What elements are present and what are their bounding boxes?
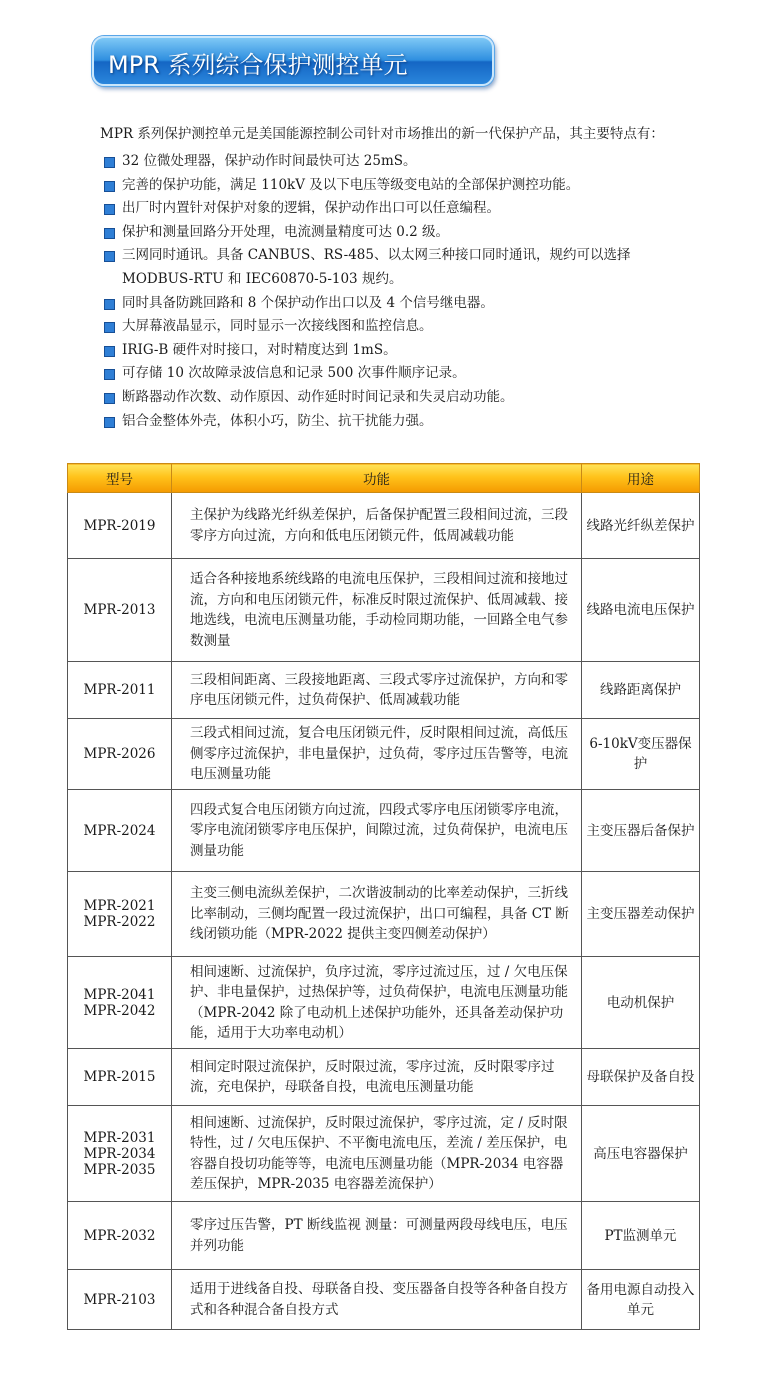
table-row	[68, 790, 700, 872]
page-title: MPR 系列综合保护测控单元	[108, 51, 408, 79]
usage-cell: 电动机保护	[582, 957, 700, 1049]
function-cell: 零序过压告警，PT 断线监视 测量：可测量两段母线电压，电压并列功能	[172, 1202, 582, 1270]
square-bullet-icon	[104, 299, 115, 310]
model-cell: MPR-2026	[68, 719, 172, 790]
square-bullet-icon	[104, 157, 115, 168]
usage-cell: 线路距离保护	[582, 662, 700, 719]
header-usage: 用途	[582, 464, 700, 493]
usage-cell: 主变压器差动保护	[582, 872, 700, 957]
usage-cell: 高压电容器保护	[582, 1106, 700, 1202]
function-cell: 适合各种接地系统线路的电流电压保护，三段相间过流和接地过流，方向和电压闭锁元件，标准反时限过流保护、低周减载、接地选线，电流电压测量功能，手动检同期功能，一回路全电气参数测量	[172, 559, 582, 662]
usage-cell: 线路光纤纵差保护	[582, 493, 700, 559]
table-row	[68, 1106, 700, 1202]
usage-cell: 主变压器后备保护	[582, 790, 700, 872]
square-bullet-icon	[104, 393, 115, 404]
square-bullet-icon	[104, 204, 115, 215]
product-table	[67, 463, 700, 1330]
function-cell: 三段式相间过流，复合电压闭锁元件，反时限相间过流，高低压侧零序过流保护，非电量保护，过负荷，零序过压告警等，电流电压测量功能	[172, 719, 582, 790]
header-model: 型号	[68, 464, 172, 493]
feature-item: 可存储 10 次故障录波信息和记录 500 次事件顺序记录。	[104, 362, 744, 386]
usage-cell: PT监测单元	[582, 1202, 700, 1270]
function-cell: 相间速断、过流保护，反时限过流保护，零序过流，定 / 反时限特性，过 / 欠电压保护、不平衡电流电压，差流 / 差压保护，电容器自投切功能等等，电流电压测量功能（MPR-2034 电容器差压保护，MPR-2035 电容器差流保护）	[172, 1106, 582, 1202]
table-row	[68, 1049, 700, 1106]
square-bullet-icon	[104, 228, 115, 239]
feature-item: 32 位微处理器，保护动作时间最快可达 25mS。	[104, 150, 744, 174]
usage-cell: 母联保护及备自投	[582, 1049, 700, 1106]
feature-item: 大屏幕液晶显示，同时显示一次接线图和监控信息。	[104, 315, 744, 339]
model-cell: MPR-2024	[68, 790, 172, 872]
table-row	[68, 559, 700, 662]
model-cell: MPR-2015	[68, 1049, 172, 1106]
usage-cell: 线路电流电压保护	[582, 559, 700, 662]
function-cell: 相间速断、过流保护，负序过流，零序过流过压，过 / 欠电压保护、非电量保护，过热保护等，过负荷保护，电流电压测量功能（MPR-2042 除了电动机上述保护功能外，还具备差动保护功能，适用于大功率电动机）	[172, 957, 582, 1049]
model-cell: MPR-2031 MPR-2034 MPR-2035	[68, 1106, 172, 1202]
usage-cell: 6-10kV变压器保护	[582, 719, 700, 790]
square-bullet-icon	[104, 417, 115, 428]
function-cell: 主变三侧电流纵差保护，二次谐波制动的比率差动保护，三折线比率制动，三侧均配置一段过流保护，出口可编程，具备 CT 断线闭锁功能（MPR-2022 提供主变四侧差动保护）	[172, 872, 582, 957]
intro-text: MPR 系列保护测控单元是美国能源控制公司针对市场推出的新一代保护产品，其主要特点有：	[100, 126, 664, 142]
square-bullet-icon	[104, 322, 115, 333]
function-cell: 四段式复合电压闭锁方向过流，四段式零序电压闭锁零序电流，零序电流闭锁零序电压保护，间隙过流，过负荷保护，电流电压测量功能	[172, 790, 582, 872]
function-cell: 三段相间距离、三段接地距离、三段式零序过流保护，方向和零序电压闭锁元件，过负荷保护、低周减载功能	[172, 662, 582, 719]
table-header-row	[68, 464, 700, 493]
feature-item: 同时具备防跳回路和 8 个保护动作出口以及 4 个信号继电器。	[104, 292, 744, 316]
function-cell: 主保护为线路光纤纵差保护，后备保护配置三段相间过流，三段零序方向过流，方向和低电压闭锁元件，低周减载功能	[172, 493, 582, 559]
feature-item: 三网同时通讯。具备 CANBUS、RS-485、以太网三种接口同时通讯，规约可以选择 MODBUS-RTU 和 IEC60870-5-103 规约。	[104, 244, 744, 291]
square-bullet-icon	[104, 346, 115, 357]
feature-item: 完善的保护功能，满足 110kV 及以下电压等级变电站的全部保护测控功能。	[104, 174, 744, 198]
usage-cell: 备用电源自动投入单元	[582, 1270, 700, 1330]
title-banner	[92, 36, 494, 86]
feature-list	[104, 150, 744, 433]
header-function: 功能	[172, 464, 582, 493]
table-row	[68, 493, 700, 559]
table-row	[68, 1270, 700, 1330]
feature-item: 保护和测量回路分开处理，电流测量精度可达 0.2 级。	[104, 221, 744, 245]
model-cell: MPR-2013	[68, 559, 172, 662]
model-cell: MPR-2041 MPR-2042	[68, 957, 172, 1049]
table-row	[68, 957, 700, 1049]
model-cell: MPR-2103	[68, 1270, 172, 1330]
feature-item: 出厂时内置针对保护对象的逻辑，保护动作出口可以任意编程。	[104, 197, 744, 221]
feature-item: 断路器动作次数、动作原因、动作延时时间记录和失灵启动功能。	[104, 386, 744, 410]
model-cell: MPR-2032	[68, 1202, 172, 1270]
function-cell: 适用于进线备自投、母联备自投、变压器备自投等各种备自投方式和各种混合备自投方式	[172, 1270, 582, 1330]
table-row	[68, 1202, 700, 1270]
model-cell: MPR-2021 MPR-2022	[68, 872, 172, 957]
square-bullet-icon	[104, 181, 115, 192]
feature-item: IRIG-B 硬件对时接口，对时精度达到 1mS。	[104, 339, 744, 363]
square-bullet-icon	[104, 251, 115, 262]
model-cell: MPR-2019	[68, 493, 172, 559]
function-cell: 相间定时限过流保护，反时限过流，零序过流，反时限零序过流，充电保护，母联备自投，电流电压测量功能	[172, 1049, 582, 1106]
table-row	[68, 662, 700, 719]
model-cell: MPR-2011	[68, 662, 172, 719]
square-bullet-icon	[104, 369, 115, 380]
table-row	[68, 872, 700, 957]
feature-item: 铝合金整体外壳，体积小巧，防尘、抗干扰能力强。	[104, 410, 744, 434]
table-row	[68, 719, 700, 790]
